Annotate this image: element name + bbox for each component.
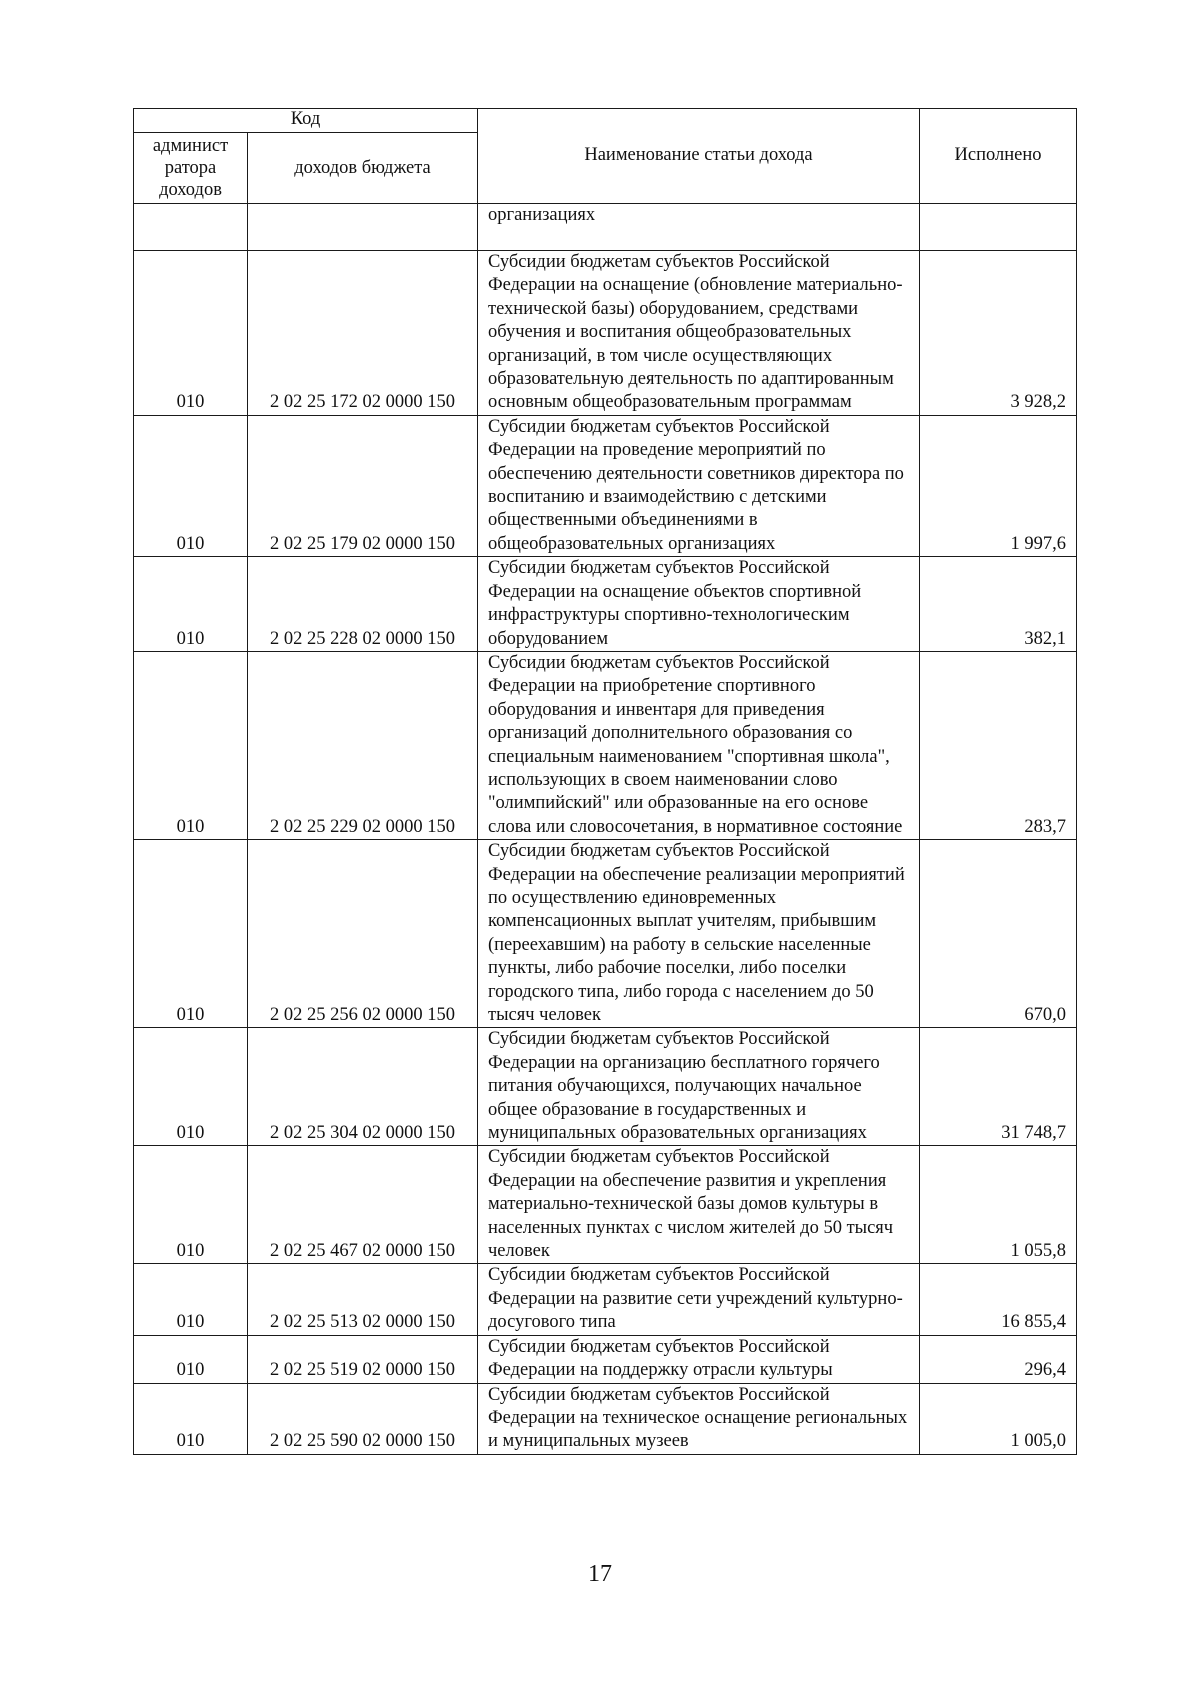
table-row — [134, 415, 1077, 556]
cell-name: Субсидии бюджетам субъектов Российской Федерации на обеспечение реализации мероприятий по осуществлению единовременных компенсационных выплат учителям, прибывшим (переехавшим) на работу в сельские населенные пункты, либо рабочие поселки, либо поселки городского типа, либо города с населением до 50 тысяч человек — [478, 840, 920, 1028]
header-admin-col: админист ратора доходов — [134, 133, 248, 204]
cell-code: 2 02 25 467 02 0000 150 — [248, 1146, 478, 1264]
cell-name: Субсидии бюджетам субъектов Российской Федерации на приобретение спортивного оборудования и инвентаря для приведения организаций дополнительного образования со специальным наименованием "спортивная школа", использующих в своем наименовании слово "олимпийский" или образованные на его основе слова или словосочетания, в нормативное состояние — [478, 651, 920, 839]
cell-code: 2 02 25 519 02 0000 150 — [248, 1335, 478, 1383]
table-row — [134, 557, 1077, 652]
cell-executed: 382,1 — [920, 557, 1077, 652]
table-row — [134, 1335, 1077, 1383]
header-name-col: Наименование статьи дохода — [478, 109, 920, 204]
cell-admin: 010 — [134, 651, 248, 839]
continuation-code-cell — [248, 204, 478, 251]
header-code-group: Код — [134, 109, 478, 133]
page-number: 17 — [588, 1561, 612, 1587]
cell-name: Субсидии бюджетам субъектов Российской Федерации на развитие сети учреждений культурно-досугового типа — [478, 1264, 920, 1335]
table-row — [134, 251, 1077, 416]
cell-admin: 010 — [134, 1335, 248, 1383]
table-row — [134, 1028, 1077, 1146]
cell-admin: 010 — [134, 1383, 248, 1454]
cell-executed: 1 005,0 — [920, 1383, 1077, 1454]
cell-name: Субсидии бюджетам субъектов Российской Федерации на поддержку отрасли культуры — [478, 1335, 920, 1383]
cell-name: Субсидии бюджетам субъектов Российской Федерации на оснащение (обновление материально-технической базы) оборудованием, средствами обучения и воспитания общеобразовательных организаций, в том числе осуществляющих образовательную деятельность по адаптированным основным общеобразовательным программам — [478, 251, 920, 416]
header-code-col: доходов бюджета — [248, 133, 478, 204]
cell-name: Субсидии бюджетам субъектов Российской Федерации на техническое оснащение региональных и муниципальных музеев — [478, 1383, 920, 1454]
cell-code: 2 02 25 172 02 0000 150 — [248, 251, 478, 416]
cell-code: 2 02 25 228 02 0000 150 — [248, 557, 478, 652]
cell-code: 2 02 25 513 02 0000 150 — [248, 1264, 478, 1335]
cell-code: 2 02 25 256 02 0000 150 — [248, 840, 478, 1028]
cell-executed: 16 855,4 — [920, 1264, 1077, 1335]
table-row — [134, 1383, 1077, 1454]
cell-name: Субсидии бюджетам субъектов Российской Федерации на организацию бесплатного горячего питания обучающихся, получающих начальное общее образование в государственных и муниципальных образовательных организациях — [478, 1028, 920, 1146]
cell-admin: 010 — [134, 415, 248, 556]
cell-name: Субсидии бюджетам субъектов Российской Федерации на проведение мероприятий по обеспечению деятельности советников директора по воспитанию и взаимодействию с детскими общественными объединениями в общеобразовательных организациях — [478, 415, 920, 556]
cell-code: 2 02 25 590 02 0000 150 — [248, 1383, 478, 1454]
cell-admin: 010 — [134, 557, 248, 652]
cell-admin: 010 — [134, 840, 248, 1028]
cell-admin: 010 — [134, 1028, 248, 1146]
cell-executed: 670,0 — [920, 840, 1077, 1028]
revenue-table — [133, 108, 1077, 1455]
cell-executed: 1 997,6 — [920, 415, 1077, 556]
table-row — [134, 651, 1077, 839]
continuation-row — [134, 204, 1077, 251]
cell-executed: 283,7 — [920, 651, 1077, 839]
cell-executed: 31 748,7 — [920, 1028, 1077, 1146]
table-row — [134, 1146, 1077, 1264]
continuation-executed-cell — [920, 204, 1077, 251]
cell-executed: 296,4 — [920, 1335, 1077, 1383]
cell-admin: 010 — [134, 251, 248, 416]
cell-executed: 1 055,8 — [920, 1146, 1077, 1264]
cell-admin: 010 — [134, 1146, 248, 1264]
continuation-admin-cell — [134, 204, 248, 251]
cell-admin: 010 — [134, 1264, 248, 1335]
revenue-table-body — [134, 109, 1077, 1455]
cell-executed: 3 928,2 — [920, 251, 1077, 416]
cell-code: 2 02 25 229 02 0000 150 — [248, 651, 478, 839]
continuation-name-cell: организациях — [478, 204, 920, 251]
table-row — [134, 1264, 1077, 1335]
table-row — [134, 840, 1077, 1028]
header-executed-col: Исполнено — [920, 109, 1077, 204]
cell-name: Субсидии бюджетам субъектов Российской Федерации на оснащение объектов спортивной инфраструктуры спортивно-технологическим оборудованием — [478, 557, 920, 652]
header-row-code — [134, 109, 1077, 133]
cell-code: 2 02 25 304 02 0000 150 — [248, 1028, 478, 1146]
cell-name: Субсидии бюджетам субъектов Российской Федерации на обеспечение развития и укрепления материально-технической базы домов культуры в населенных пунктах с числом жителей до 50 тысяч человек — [478, 1146, 920, 1264]
cell-code: 2 02 25 179 02 0000 150 — [248, 415, 478, 556]
